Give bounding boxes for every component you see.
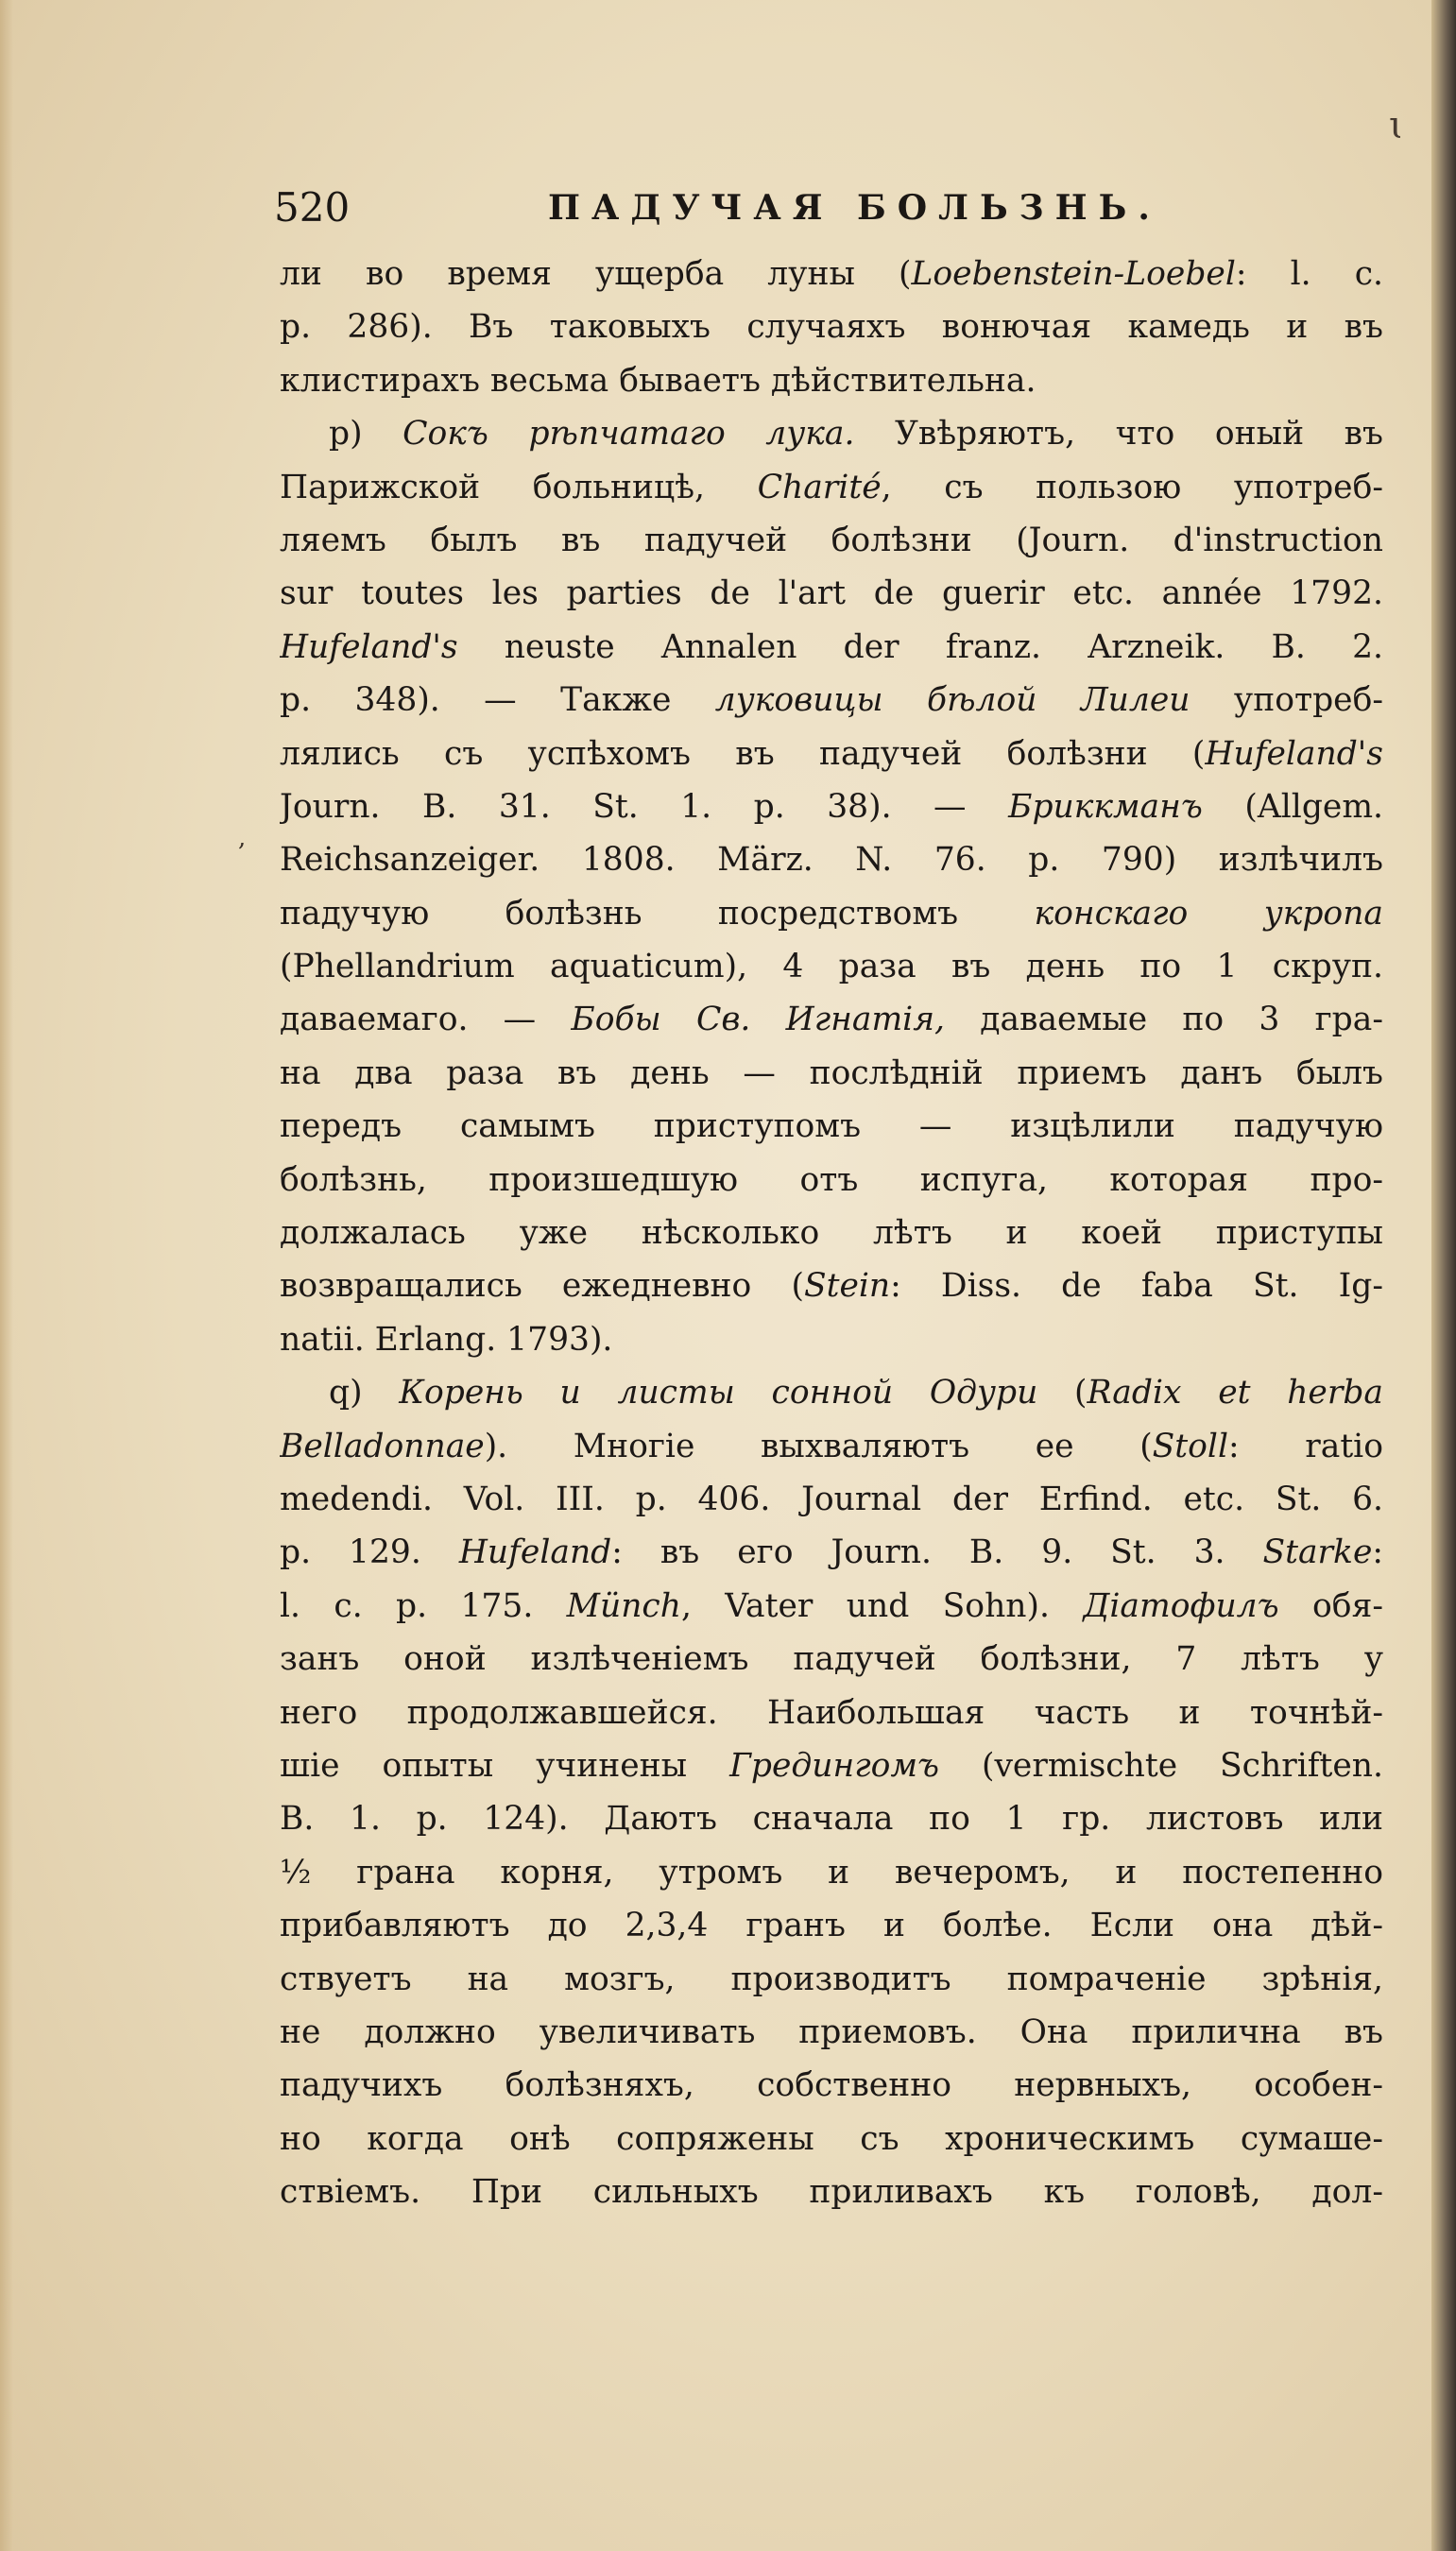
text-line	[280, 1259, 1383, 1312]
text-segment: : Diss. de faba St. Ig-	[890, 1267, 1383, 1306]
text-segment: обя-	[1278, 1586, 1383, 1625]
text-segment: medendi. Vol. III. p. 406. Journal der Erfind. etc. St. 6.	[280, 1480, 1383, 1518]
text-segment: , Vater und Sohn).	[680, 1586, 1084, 1625]
text-line	[280, 1047, 1383, 1100]
text-line	[280, 1526, 1383, 1579]
text-line	[280, 621, 1383, 674]
text-segment: ствуетъ на мозгъ, производитъ помраченіе зрѣнія,	[280, 1960, 1383, 1998]
text-line	[280, 1846, 1383, 1899]
text-segment: p. 286). Въ таковыхъ случаяхъ вонючая камедь и въ	[280, 308, 1383, 347]
text-segment: ляемъ былъ въ падучей болѣзни (Journ. d'instruction	[280, 521, 1383, 559]
text-line	[280, 1313, 1383, 1366]
italic-text: Hufeland's	[280, 627, 458, 666]
text-line	[280, 674, 1383, 727]
text-line	[280, 940, 1383, 993]
italic-text: Гредингомъ	[729, 1746, 940, 1785]
text-line	[280, 1633, 1383, 1686]
text-segment: p. 348). — Также	[280, 681, 715, 720]
text-segment: ствіемъ. При сильныхъ приливахъ къ головѣ, дол-	[280, 2173, 1383, 2212]
text-segment: должалась уже нѣсколько лѣтъ и коей приступы	[280, 1214, 1383, 1253]
text-segment: лялись съ успѣхомъ въ падучей болѣзни (	[280, 734, 1206, 773]
text-line	[280, 780, 1383, 833]
text-segment: занъ оной излѣченіемъ падучей болѣзни, 7 лѣтъ у	[280, 1640, 1383, 1679]
text-segment: падучихъ болѣзняхъ, собственно нервныхъ, особен-	[280, 2066, 1383, 2105]
italic-text: Radix et herba	[1087, 1374, 1383, 1412]
text-segment: p. 129.	[280, 1533, 459, 1572]
text-segment: Journ. B. 31. St. 1. p. 38). —	[280, 787, 1009, 826]
text-line	[280, 1207, 1383, 1259]
italic-text: Münch	[566, 1586, 681, 1625]
italic-text: луковицы бѣлой Лилеи	[714, 681, 1190, 720]
text-segment: Парижской больницѣ,	[280, 468, 758, 506]
text-segment: :	[1372, 1533, 1383, 1572]
text-segment: Увѣряютъ, что оный въ	[854, 415, 1383, 454]
text-segment: (	[1037, 1374, 1088, 1412]
italic-text: Діатофилъ	[1083, 1586, 1279, 1625]
text-segment: sur toutes les parties de l'art de guerir etc. année 1792.	[280, 574, 1383, 613]
italic-text: Корень и листы сонной Одури	[399, 1374, 1038, 1412]
text-line	[280, 354, 1383, 407]
text-segment: клистирахъ весьма бываетъ дѣйствительна.	[280, 361, 1036, 400]
text-segment: natii. Erlang. 1793).	[280, 1320, 613, 1359]
italic-text: Belladonnae	[280, 1427, 485, 1465]
italic-text: Бобы Св. Игнатія,	[571, 1001, 945, 1039]
text-line	[280, 514, 1383, 567]
page-header	[274, 180, 1379, 236]
text-segment: Reichsanzeiger. 1808. März. N. 76. p. 790) излѣчилъ	[280, 841, 1383, 880]
text-line	[280, 2059, 1383, 2112]
text-line	[280, 1420, 1383, 1473]
text-line	[280, 728, 1383, 780]
text-line	[280, 1473, 1383, 1526]
text-segment: , съ пользою употреб-	[881, 468, 1383, 506]
running-title: ПАДУЧАЯ БОЛЬЗНЬ.	[548, 188, 1161, 228]
text-segment: прибавляютъ до 2,3,4 гранъ и болѣе. Если она дѣй-	[280, 1907, 1383, 1945]
text-line	[280, 1739, 1383, 1792]
text-line	[280, 1792, 1383, 1845]
text-segment: передъ самымъ приступомъ — изцѣлили падучую	[280, 1107, 1383, 1146]
text-line	[280, 567, 1383, 620]
text-segment: q)	[329, 1374, 400, 1412]
text-segment: (Allgem.	[1202, 787, 1383, 826]
italic-text: Hufeland's	[1205, 734, 1383, 773]
text-segment: : l. c.	[1235, 255, 1383, 293]
text-segment: : ratio	[1228, 1427, 1383, 1465]
italic-text: Charité	[757, 468, 882, 506]
text-segment: даваемые по 3 гра-	[945, 1001, 1383, 1039]
text-segment: шіе опыты учинены	[280, 1746, 730, 1785]
text-segment: ½ грана корня, утромъ и вечеромъ, и постепенно	[280, 1853, 1383, 1892]
italic-text: конскаго укропа	[1034, 894, 1383, 933]
text-line	[280, 248, 1383, 300]
text-line	[280, 1686, 1383, 1739]
page-gutter-shadow	[1431, 0, 1456, 2551]
italic-text: Stein	[803, 1267, 891, 1306]
text-line	[280, 407, 1383, 460]
text-segment: на два раза въ день — послѣдній приемъ данъ былъ	[280, 1053, 1383, 1092]
text-segment: (vermischte Schriften.	[939, 1746, 1383, 1785]
italic-text: Starke	[1262, 1533, 1373, 1572]
text-segment: не должно увеличивать приемовъ. Она прилична въ	[280, 2012, 1383, 2051]
page-left-edge	[0, 0, 13, 2551]
text-segment: ). Многіе выхваляютъ ее (	[484, 1427, 1153, 1465]
italic-text: Loebenstein-Loebel	[911, 255, 1236, 293]
text-segment: B. 1. p. 124). Даютъ сначала по 1 гр. листовъ или	[280, 1800, 1383, 1839]
text-segment: neuste Annalen der franz. Arzneik. B. 2.	[457, 627, 1383, 666]
text-line	[280, 1953, 1383, 2006]
text-line	[280, 2006, 1383, 2059]
text-segment: возвращались ежедневно (	[280, 1267, 804, 1306]
text-segment: p)	[329, 415, 403, 454]
text-segment: : въ его Journ. B. 9. St. 3.	[611, 1533, 1263, 1572]
text-segment: даваемаго. —	[280, 1001, 572, 1039]
text-line	[280, 1366, 1383, 1419]
text-line	[280, 300, 1383, 353]
text-segment: (Phellandrium aquaticum), 4 раза въ день по 1 скруп.	[280, 948, 1383, 986]
text-segment: болѣзнь, произшедшую отъ испуга, которая про-	[280, 1160, 1383, 1199]
text-line	[280, 2113, 1383, 2166]
body-text	[280, 248, 1383, 2218]
text-segment: l. c. p. 175.	[280, 1586, 567, 1625]
text-line	[280, 1580, 1383, 1633]
text-line	[280, 993, 1383, 1046]
text-line	[280, 461, 1383, 514]
text-segment: ли во время ущерба луны (	[280, 255, 912, 293]
edge-mark: ɩ	[1389, 104, 1404, 147]
page-number: 520	[274, 184, 351, 231]
text-line	[280, 2166, 1383, 2218]
text-segment: падучую болѣзнь посредствомъ	[280, 894, 1035, 933]
italic-text: Сокъ рѣпчатаго лука.	[403, 415, 855, 454]
text-line	[280, 1899, 1383, 1952]
text-line	[280, 1154, 1383, 1207]
text-line	[280, 833, 1383, 886]
margin-mark: ,	[238, 824, 247, 852]
text-segment: но когда онѣ сопряжены съ хроническимъ сумаше-	[280, 2119, 1383, 2158]
italic-text: Hufeland	[458, 1533, 612, 1572]
text-line	[280, 887, 1383, 940]
italic-text: Бриккманъ	[1008, 787, 1203, 826]
italic-text: Stoll	[1152, 1427, 1228, 1465]
text-segment: употреб-	[1190, 681, 1383, 720]
text-line	[280, 1100, 1383, 1153]
text-segment: него продолжавшейся. Наибольшая часть и точнѣй-	[280, 1693, 1383, 1732]
